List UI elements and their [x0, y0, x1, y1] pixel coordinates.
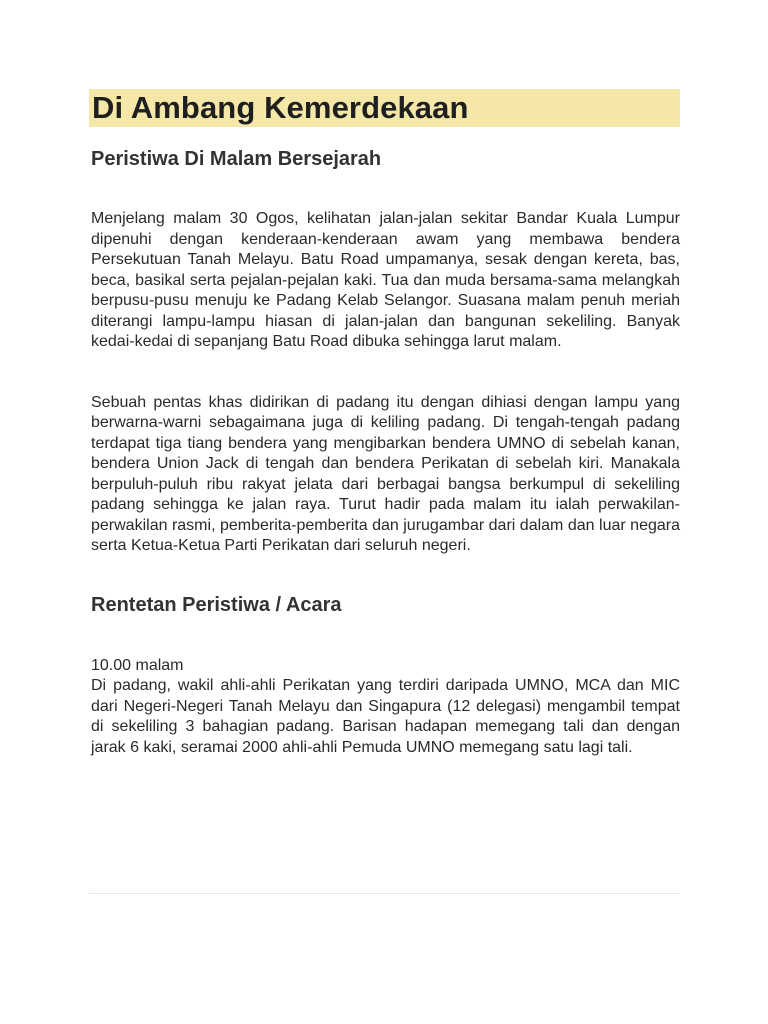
document-page: [89, 89, 680, 758]
event-time: 10.00 malam: [91, 656, 184, 674]
divider: [89, 893, 680, 894]
paragraph-2: Sebuah pentas khas didirikan di padang itu dengan dihiasi dengan lampu yang berwarna-warni sebagaimana juga di keliling padang. Di tengah-tengah padang terdapat tiga tiang bendera yang mengibarkan bendera UMNO di sebelah kanan, bendera Union Jack di tengah dan bendera Perikatan di sebelah kiri. Manakala berpuluh-puluh ribu rakyat jelata dari berbagai bangsa berkumpul di sekeliling padang sehingga ke jalan raya. Turut hadir pada malam itu ialah perwakilan-perwakilan rasmi, pemberita-pemberita dan jurugambar dari dalam dan luar negara serta Ketua-Ketua Parti Perikatan dari seluruh negeri.: [91, 393, 680, 554]
section-heading-rentetan: Rentetan Peristiwa / Acara: [91, 593, 342, 616]
paragraph-1: Menjelang malam 30 Ogos, kelihatan jalan-jalan sekitar Bandar Kuala Lumpur dipenuhi dengan kenderaan-kenderaan awam yang membawa bendera Persekutuan Tanah Melayu. Batu Road umpamanya, sesak dengan kereta, bas, beca, basikal serta pejalan-pejalan kaki. Tua dan muda bersama-sama melangkah berpusu-pusu menuju ke Padang Kelab Selangor. Suasana malam penuh meriah diterangi lampu-lampu hiasan di jalan-jalan dan bangunan sekeliling. Banyak kedai-kedai di sepanjang Batu Road dibuka sehingga larut malam.: [91, 210, 680, 350]
page-title: Di Ambang Kemerdekaan: [92, 90, 469, 125]
title-highlight: [89, 89, 680, 127]
section-heading-peristiwa: Peristiwa Di Malam Bersejarah: [91, 148, 382, 170]
paragraph-3: Di padang, wakil ahli-ahli Perikatan yang terdiri daripada UMNO, MCA dan MIC dari Negeri-Negeri Tanah Melayu dan Singapura (12 delegasi) mengambil tempat di sekeliling 3 bahagian padang. Barisan hadapan memegang tali dan dengan jarak 6 kaki, seramai 2000 ahli-ahli Pemuda UMNO memegang satu lagi tali.: [91, 677, 680, 756]
